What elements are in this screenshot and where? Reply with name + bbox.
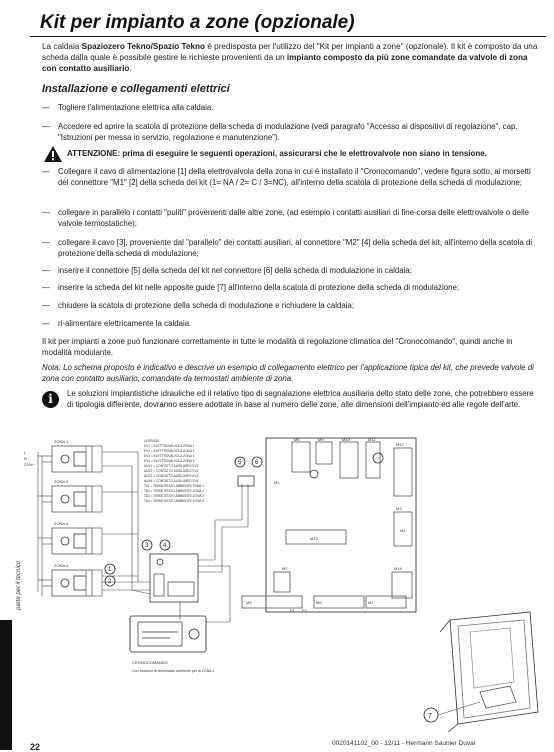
- list-text: collegare il cavo [3], proveniente dal "parallelo" dei contatti ausiliari, al connettore "M2" [4] della scheda del kit, all'interno della scatola di protezione della scheda di modulazione;: [58, 238, 533, 258]
- intro-text-3: .: [129, 64, 132, 73]
- zone-4-group: [52, 563, 102, 596]
- side-tab-label: parte per il tecnico: [16, 560, 22, 610]
- cronocomando-device: [130, 616, 206, 652]
- zone-label: ZONA 1: [54, 439, 69, 444]
- legend-line: TA3 = TERMOSTATO AMBIENTE ZONA 3: [144, 494, 205, 498]
- callout-number: 2: [108, 579, 112, 585]
- note-label: Nota:: [42, 363, 61, 372]
- legend-line: TA1 = TERMOSTATO AMBIENTE ZONA 1: [144, 484, 205, 488]
- section-heading: Installazione e collegamenti elettrici: [42, 83, 230, 95]
- board-label: M4: [400, 528, 406, 533]
- kit-board: [150, 554, 198, 602]
- wire-label: 220V~: [24, 462, 36, 467]
- list-text: Accedere ed aprire la scatola di protezione della scheda di modulazione (vedi paragrafo "Accesso ai dispositivi di regolazione", cap. "Istruzioni per messa in servizio, regolazione e manutenzione").: [58, 122, 518, 142]
- callout-2: [105, 576, 115, 586]
- board-label: M2: [282, 566, 288, 571]
- title-bar: [30, 10, 546, 37]
- intro-models: Spaziozero Tekno/Spazio Tekno: [81, 42, 206, 51]
- zones-paragraph: Il kit per impianti a zone può funzionare correttamente in tutte le modalità di regolazione climatica del "Cronocomando", quindi anche in modalità modulante.: [42, 337, 513, 357]
- list-text: inserire il connettore [5] della scheda del kit nel connettore [6] della scheda di modulazione in caldaia;: [58, 266, 412, 275]
- crono-cable: [198, 566, 230, 622]
- legend-line: EV2 = ELETTROVALVOLA ZONA 2: [144, 449, 195, 453]
- info-icon: i: [42, 391, 59, 408]
- wiring-diagram: [10, 432, 550, 732]
- legend-line: TA4 = TERMOSTATO AMBIENTE ZONA 4: [144, 499, 205, 503]
- legend-line: TA2 = TERMOSTATO AMBIENTE ZONA 2: [144, 489, 205, 493]
- intro-paragraph: [42, 41, 540, 74]
- bus-cables: [180, 484, 248, 620]
- board-label: M5: [246, 600, 252, 605]
- list-text: Collegare il cavo di alimentazione [1] della elettrovalvola della zona in cui è installato il "Cronocomando", vedere figura sotto, ai morsetti del connettore "M1" [2] della scheda del kit (1= NA / 2= C / 3=NC), all'interno della scatola di protezione della scheda di modulazione;: [58, 167, 531, 187]
- board-label: M11: [368, 437, 376, 442]
- board-label: M1: [274, 480, 280, 485]
- page-title: Kit per impianto a zone (opzionale): [40, 12, 355, 33]
- list-text: chiudere la scatola di protezione della scheda di modulazione e richiudere la caldaia;: [58, 301, 355, 310]
- zone-label: ZONA 4: [54, 563, 69, 568]
- legend-line: LEGENDA: [144, 439, 160, 443]
- list-dash: —: [42, 319, 50, 328]
- crono-caption: Con funzione di termostato ambiente per la ZONA 1: [132, 669, 215, 673]
- callout-6: [252, 457, 262, 467]
- connector-plug: [238, 476, 254, 486]
- list-dash: —: [42, 301, 50, 310]
- list-dash: —: [42, 208, 50, 217]
- note-paragraph: [42, 363, 540, 384]
- wire-label: N: [24, 456, 27, 461]
- list-dash: —: [42, 103, 50, 112]
- board-label: M8: [294, 437, 300, 442]
- legend-line: EV1 = ELETTROVALVOLA ZONA 1: [144, 444, 195, 448]
- callout-4: [160, 540, 170, 550]
- crono-label: CRONOCOMANDO: [132, 660, 168, 665]
- legend-line: EV3 = ELETTROVALVOLA ZONA 3: [144, 454, 195, 458]
- legend-line: AUX4 = CONTATTO AUSILIARIO EV4: [144, 479, 199, 483]
- list-dash: —: [42, 238, 50, 247]
- wire-label: L: [24, 450, 27, 455]
- list-text: ri-alimentare elettricamente la caldaia.: [58, 319, 192, 328]
- callout-3: [142, 540, 152, 550]
- list-text: Togliere l'alimentazione elettrica alla caldaia.: [58, 103, 214, 112]
- modulation-board: [242, 437, 416, 613]
- board-label: M3: [396, 506, 402, 511]
- list-dash: —: [42, 122, 50, 131]
- zone-3-group: [52, 521, 102, 554]
- callout-number: 5: [238, 460, 242, 466]
- legend-line: AUX1 = CONTATTO AUSILIARIO EV1: [144, 464, 199, 468]
- info-box: [42, 389, 540, 425]
- board-label: M12: [396, 442, 404, 447]
- footer-code: 0020141102_00 - 12/11 - Hermann Saunier Duval: [332, 740, 476, 747]
- board-label: F2: [302, 608, 307, 613]
- list-text: collegare in parallelo i contatti "puliti" provenienti dalle altre zone, (ad esempio i contatti ausiliari di fine-corsa delle elettrovalvole o delle valvole termostatiche);: [58, 208, 529, 228]
- callout-number: 6: [255, 460, 259, 466]
- warning-icon: [44, 146, 62, 162]
- zone-2-group: [52, 479, 102, 512]
- list-text: inserire la scheda del kit nelle apposite guide [7] all'interno della scatola di protezione della scheda di modulazione;: [58, 283, 460, 292]
- board-label: M7: [368, 600, 374, 605]
- callout-number: 4: [163, 543, 167, 549]
- zone-label: ZONA 2: [54, 479, 69, 484]
- zone-1-group: [52, 439, 102, 472]
- board-label: M9: [318, 437, 324, 442]
- note-text: Lo schema proposto è indicativo e descrive un esempio di collegamento elettrico per l'applicazione tipica del kit, che prevede valvole di zona con contatto ausiliario, comandate da termostati ambiente di zona.: [42, 363, 534, 383]
- intro-text-2: è predisposta per l'utilizzo del "Kit per impianti a zone" (opzionale). Il kit è composto da una scheda dalla quale è possibile gestire le richieste provenienti da un: [42, 42, 538, 62]
- info-text: Le soluzioni impiantistiche idrauliche ed il relativo tipo di segnalazione elettrica ausiliaria dello stato delle zone, che potrebbero essere di tipologia differente, dovranno essere adottate in base al numero delle zone, alle dimensioni dell'impianto ed alle regole dell'arte.: [67, 389, 534, 409]
- legend-line: AUX2 = CONTATTO AUSILIARIO EV2: [144, 469, 199, 473]
- board-label: M6: [316, 600, 322, 605]
- intro-text-1: La caldaia: [42, 42, 82, 51]
- page-number: 22: [30, 742, 41, 752]
- warning-text: ATTENZIONE: prima di eseguire le seguenti operazioni, assicurarsi che le elettrovalvole non siano in tensione.: [67, 149, 487, 158]
- zone-label: ZONA 3: [54, 521, 69, 526]
- legend-line: EV4 = ELETTROVALVOLA ZONA 4: [144, 459, 195, 463]
- intro-bold: impianto composto da più zone comandate da valvole di zona con contatto ausiliario: [42, 53, 528, 73]
- board-label: M14: [394, 566, 402, 571]
- board-label: F1: [290, 608, 295, 613]
- list-dash: —: [42, 283, 50, 292]
- board-box-sketch: [438, 612, 538, 732]
- callout-number: 7: [428, 713, 432, 720]
- callout-1: [105, 564, 115, 574]
- callout-number: 3: [145, 543, 149, 549]
- legend-block: [144, 439, 204, 503]
- list-dash: —: [42, 167, 50, 176]
- callout-number: 1: [108, 567, 112, 573]
- board-label: M13: [310, 536, 318, 541]
- legend-line: AUX3 = CONTATTO AUSILIARIO EV3: [144, 474, 199, 478]
- list-dash: —: [42, 266, 50, 275]
- callout-7: [424, 708, 438, 722]
- board-label: M10: [342, 437, 350, 442]
- callout-5: [235, 457, 245, 467]
- warning-box: [44, 146, 540, 162]
